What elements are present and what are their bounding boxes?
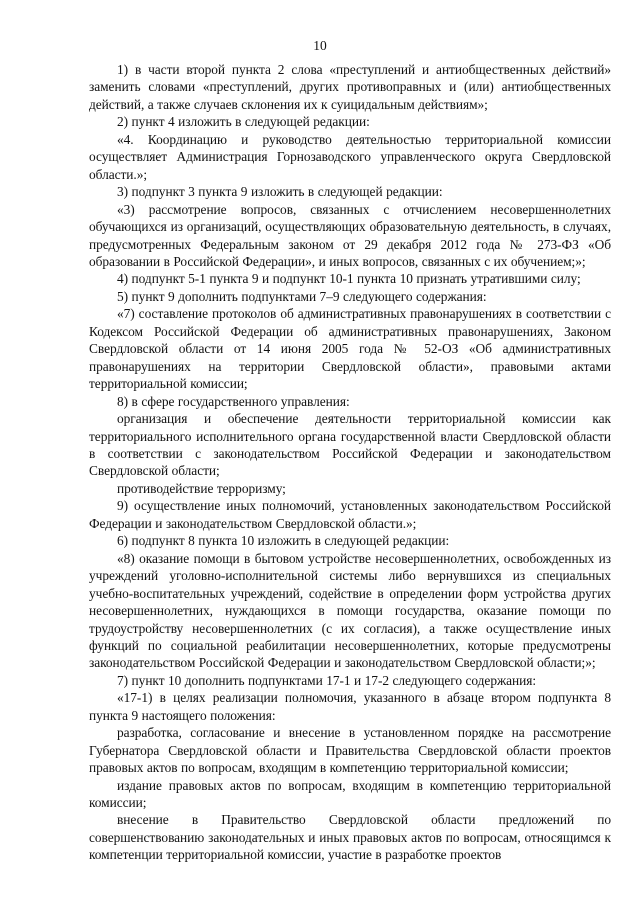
paragraph: «8) оказание помощи в бытовом устройстве несовершеннолетних, освобожденных из учреждений уголовно-исполнительной системы либо вернувшихся из специальных учебно-воспитательных учреждений, содействие в определении форм устройства других несовершеннолетних, нуждающихся в помощи государства, оказание помощи по трудоустройству несовершеннолетних (с их согласия), а также осуществление иных функций по социальной реабилитации несовершеннолетних, которые предусмотрены законодательством Российской Федерации и законодательством Свердловской области;»; [89,550,611,671]
paragraph: 4) подпункт 5-1 пункта 9 и подпункт 10-1 пункта 10 признать утратившими силу; [117,271,581,287]
paragraph: 8) в сфере государственного управления: [117,393,350,409]
paragraph: 3) подпункт 3 пункта 9 изложить в следующей редакции: [117,184,443,200]
paragraph: разработка, согласование и внесение в установленном порядке на рассмотрение Губернатора Свердловской области и Правительства Свердловской области проектов правовых актов по вопросам, входящим в компетенцию территориальной комиссии; [89,725,611,776]
paragraph: внесение в Правительство Свердловской области предложений по совершенствованию законодательных и иных правовых актов по вопросам, относящимся к компетенции территориальной комиссии, участие в разработке проектов [89,812,611,863]
paragraph: 1) в части второй пункта 2 слова «преступлений и антиобщественных действий» заменить словами «преступлений, других противоправных и (или) антиобщественных действий, а также случаев склонения их к суицидальным действиям»; [89,62,611,112]
paragraph: 9) осуществление иных полномочий, установленных законодательством Российской Федерации и законодательством Свердловской области.»; [89,498,611,531]
paragraph: «4. Координацию и руководство деятельностью территориальной комиссии осуществляет Администрация Горнозаводского управленческого округа Свердловской области.»; [89,131,611,182]
paragraph: 7) пункт 10 дополнить подпунктами 17-1 и 17-2 следующего содержания: [117,672,537,688]
page-number: 10 [313,38,327,53]
paragraph: «7) составление протоколов об административных правонарушениях в соответствии с Кодексом Российской Федерации об административных правонарушениях, Законом Свердловской области от 14 июня 2005 года № 52-ОЗ «Об административных правонарушениях на территории Свердловской области», правовыми актами территориальной комиссии; [89,306,611,392]
paragraph: 2) пункт 4 изложить в следующей редакции: [117,114,370,130]
paragraph: противодействие терроризму; [117,480,286,496]
paragraph: 6) подпункт 8 пункта 10 изложить в следующей редакции: [117,533,450,549]
paragraph: издание правовых актов по вопросам, входящим в компетенцию территориальной комиссии; [89,777,611,811]
paragraph: организация и обеспечение деятельности территориальной комиссии как территориального исполнительного органа государственной власти Свердловской области в соответствии с законодательством Российской Федерации и законодательством Свердловской области; [89,411,611,479]
paragraph: «3) рассмотрение вопросов, связанных с отчислением несовершеннолетних обучающихся из организаций, осуществляющих образовательную деятельность, в случаях, предусмотренных Федеральным законом от 29 декабря 2012 года № 273-ФЗ «Об образовании в Российской Федерации», и иных вопросов, связанных с их обучением;»; [89,201,611,269]
paragraph: 5) пункт 9 дополнить подпунктами 7–9 следующего содержания: [117,288,487,304]
paragraph: «17-1) в целях реализации полномочия, указанного в абзаце втором подпункта 8 пункта 9 настоящего положения: [89,690,611,723]
document-body [89,61,611,864]
